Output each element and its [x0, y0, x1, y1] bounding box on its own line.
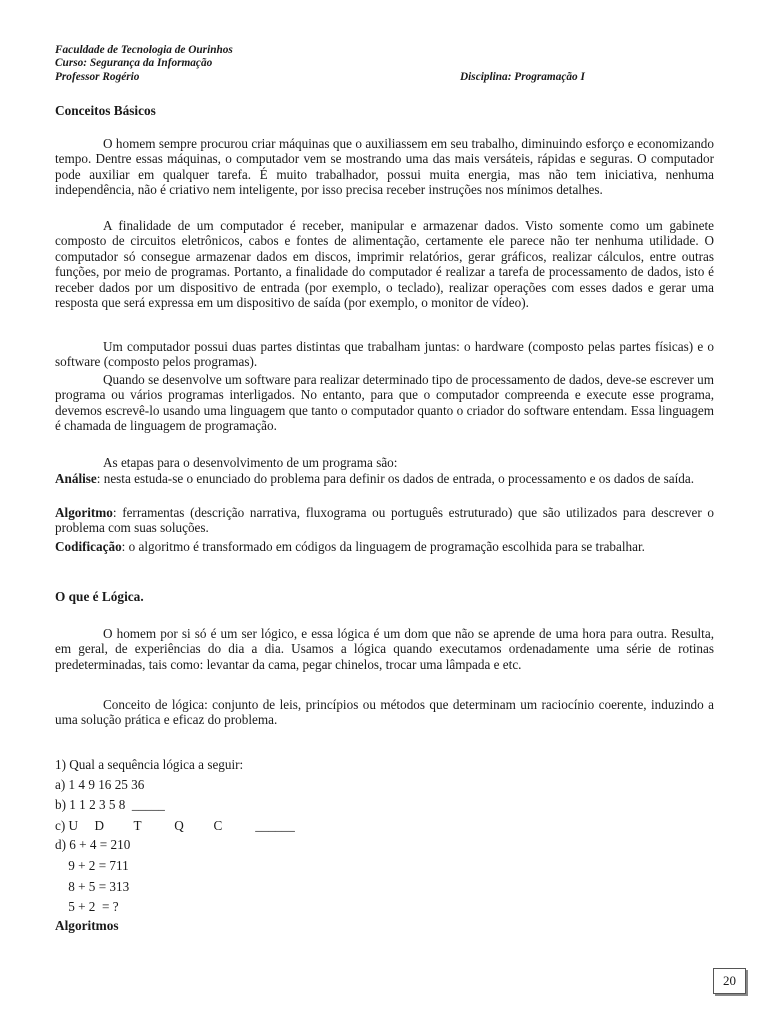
term-algoritmo: Algoritmo — [55, 505, 113, 520]
term-analise: Análise — [55, 471, 97, 486]
exercise-item-c: c) U D T Q C ______ — [55, 818, 295, 833]
definition-codificacao: : o algoritmo é transformado em códigos da linguagem de programação escolhida para se trabalhar. — [121, 539, 645, 554]
paragraph-intro: O homem sempre procurou criar máquinas que o auxiliassem em seu trabalho, diminuindo esforço e economizando tempo. Dentre essas máquinas, o computador vem se mostrando uma das mais versáteis, rápidas e seguras. O computador pode auxiliar em qualquer tarefa. É muito trabalhador, possui muita energia, mas não tem iniciativa, nenhuma independência, não é criativo nem inteligente, por isso precisa receber instruções nos mínimos detalhes. — [55, 136, 714, 198]
paragraph-homem-logico: O homem por si só é um ser lógico, e essa lógica é um dom que não se aprende de uma hora para outra. Resulta, em geral, de experiências do dia a dia. Usamos a lógica quando executamos ordenadamente uma série de rotinas predeterminadas, tais como: levantar da cama, pegar chinelos, trocar uma lâmpada e etc. — [55, 626, 714, 672]
exercise-item-a: a) 1 4 9 16 25 36 — [55, 777, 145, 792]
term-codificacao: Codificação — [55, 539, 122, 554]
header-discipline: Disciplina: Programação I — [460, 71, 585, 83]
paragraph-finalidade: A finalidade de um computador é receber, manipular e armazenar dados. Visto somente como um gabinete composto de circuitos eletrônicos, cabos e fontes de alimentação, certamente ele parece não ter nenhuma utilidade. O computador só consegue armazenar dados em discos, imprimir relatórios, gerar gráficos, realizar cálculos, entre outras funções, por meio de programas. Portanto, a finalidade do computador é realizar a tarefa de processamento de dados, isto é receber dados por um dispositivo de entrada (por exemplo, o teclado), realizar operações com esses dados e gerar uma resposta que será expressa em um dispositivo de saída (por exemplo, o monitor de vídeo). — [55, 218, 714, 311]
header-professor: Professor Rogério — [55, 71, 140, 83]
exercise-item-d-line4: 5 + 2 = ? — [55, 899, 119, 914]
paragraph-codificacao — [55, 539, 714, 554]
header-course: Curso: Segurança da Informação — [55, 57, 213, 69]
paragraph-linguagem: Quando se desenvolve um software para realizar determinado tipo de processamento de dados, deve-se escrever um programa ou vários programas interligados. No entanto, para que o computador compreenda e execute esse programa, devemos escrevê-lo usando uma linguagem que tanto o computador quanto o criador do software entendam. Essa linguagem é chamada de linguagem de programação. — [55, 372, 714, 434]
paragraph-hardware-software: Um computador possui duas partes distintas que trabalham juntas: o hardware (composto pelas partes físicas) e o software (composto pelos programas). — [55, 339, 714, 370]
definition-analise: : nesta estuda-se o enunciado do problema para definir os dados de entrada, o processamento e os dados de saída. — [96, 471, 695, 486]
definition-algoritmo: : ferramentas (descrição narrativa, fluxograma ou português estruturado) que são utilizados para descrever o problema com suas soluções. — [55, 505, 714, 536]
section-title-logica: O que é Lógica. — [55, 589, 144, 604]
section-title-conceitos: Conceitos Básicos — [55, 103, 156, 118]
paragraph-analise — [55, 471, 714, 486]
paragraph-conceito-logica: Conceito de lógica: conjunto de leis, princípios ou métodos que determinam um raciocínio coerente, induzindo a uma solução prática e eficaz do problema. — [55, 697, 714, 728]
header-institution: Faculdade de Tecnologia de Ourinhos — [55, 44, 233, 56]
paragraph-etapas: As etapas para o desenvolvimento de um programa são: — [103, 455, 398, 470]
exercise-item-b: b) 1 1 2 3 5 8 _____ — [55, 797, 165, 812]
exercise-item-d-line3: 8 + 5 = 313 — [55, 879, 130, 894]
exercise-item-d-line2: 9 + 2 = 711 — [55, 858, 129, 873]
paragraph-algoritmo — [55, 505, 714, 536]
page-number: 20 — [713, 968, 746, 994]
section-title-algoritmos: Algoritmos — [55, 918, 119, 933]
exercise-item-d-line1: d) 6 + 4 = 210 — [55, 837, 131, 852]
exercise-question: 1) Qual a sequência lógica a seguir: — [55, 757, 244, 772]
